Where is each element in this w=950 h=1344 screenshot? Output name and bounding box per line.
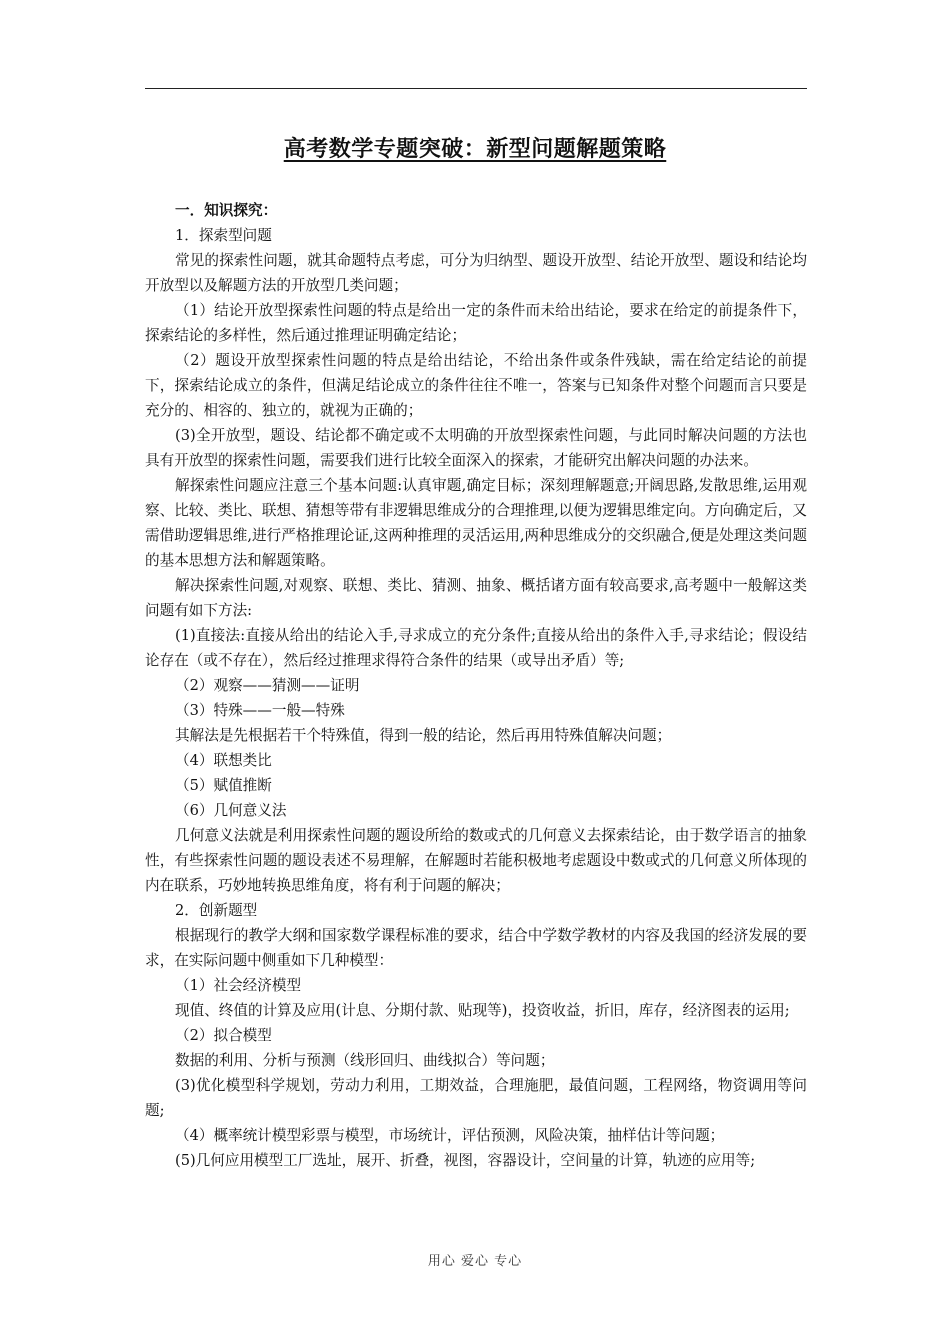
paragraph: 根据现行的教学大纲和国家数学课程标准的要求，结合中学数学教材的内容及我国的经济发展的要求，在实际问题中侧重如下几种模型：	[145, 927, 807, 969]
page-footer: 用心 爱心 专心	[427, 1254, 523, 1269]
paragraph: 几何意义法就是利用探索性问题的题设所给的数或式的几何意义去探索结论，由于数学语言的抽象性，有些探索性问题的题设表述不易理解，在解题时若能积极地考虑题设中数或式的几何意义所体现的内在联系，巧妙地转换思维角度，将有利于问题的解决；	[145, 827, 807, 894]
paragraph: 现值、终值的计算及应用(计息、分期付款、贴现等)，投资收益，折旧，库存，经济图表的运用;	[175, 1002, 790, 1019]
paragraph: (1)直接法:直接从给出的结论入手,寻求成立的充分条件;直接从给出的条件入手,寻求结论；假设结论存在（或不存在），然后经过推理求得符合条件的结果（或导出矛盾）等;	[145, 627, 807, 669]
paragraph: (5)几何应用模型工厂选址，展开、折叠，视图，容器设计，空间量的计算，轨迹的应用等;	[175, 1152, 756, 1169]
paragraph: （4）概率统计模型彩票与模型，市场统计，评估预测，风险决策，抽样估计等问题；	[175, 1127, 725, 1144]
paragraph: （2）观察——猜测——证明	[175, 677, 360, 694]
paragraph: （5）赋值推断	[175, 777, 272, 794]
paragraph: 常见的探索性问题，就其命题特点考虑，可分为归纳型、题设开放型、结论开放型、题设和结论均开放型以及解题方法的开放型几类问题；	[145, 252, 807, 294]
paragraph: 其解法是先根据若干个特殊值，得到一般的结论，然后再用特殊值解决问题；	[175, 727, 672, 744]
paragraph: 解决探索性问题,对观察、联想、类比、猜测、抽象、概括诸方面有较高要求,高考题中一般解这类问题有如下方法:	[145, 577, 807, 619]
paragraph: （2）题设开放型探索性问题的特点是给出结论，不给出条件或条件残缺，需在给定结论的前提下，探索结论成立的条件，但满足结论成立的条件往往不唯一，答案与已知条件对整个问题而言只要是充分的、相容的、独立的，就视为正确的；	[145, 352, 807, 419]
paragraph: 解探索性问题应注意三个基本问题:认真审题,确定目标；深刻理解题意;开阔思路,发散思维,运用观察、比较、类比、联想、猜想等带有非逻辑思维成分的合理推理,以便为逻辑思维定向。方向确定后，又需借助逻辑思维,进行严格推理论证,这两种推理的灵活运用,两种思维成分的交织融合,便是处理这类问题的基本思想方法和解题策略。	[145, 477, 807, 569]
page-title: 高考数学专题突破：新型问题解题策略	[283, 136, 667, 162]
paragraph: （4）联想类比	[175, 752, 272, 769]
header-rule	[145, 88, 807, 89]
paragraph: (3)全开放型，题设、结论都不确定或不太明确的开放型探索性问题，与此同时解决问题的方法也具有开放型的探索性问题，需要我们进行比较全面深入的探索，才能研究出解决问题的办法来。	[145, 427, 807, 469]
section-heading: 一．知识探究：	[175, 202, 278, 219]
paragraph: （6）几何意义法	[175, 802, 287, 819]
paragraph: (3)优化模型科学规划，劳动力利用，工期效益，合理施肥，最值问题，工程网络，物资调用等问题;	[145, 1077, 807, 1119]
document-body	[145, 198, 807, 1173]
paragraph: （2）拟合模型	[175, 1027, 272, 1044]
paragraph: （3）特殊——一般—特殊	[175, 702, 345, 719]
paragraph: 数据的利用、分析与预测（线形回归、曲线拟合）等问题；	[175, 1052, 555, 1069]
paragraph: （1）结论开放型探索性问题的特点是给出一定的条件而未给出结论，要求在给定的前提条件下，探索结论的多样性，然后通过推理证明确定结论；	[145, 302, 807, 344]
paragraph: 2．创新题型	[175, 902, 258, 919]
paragraph: 1．探索型问题	[175, 227, 272, 244]
paragraph: （1）社会经济模型	[175, 977, 302, 994]
